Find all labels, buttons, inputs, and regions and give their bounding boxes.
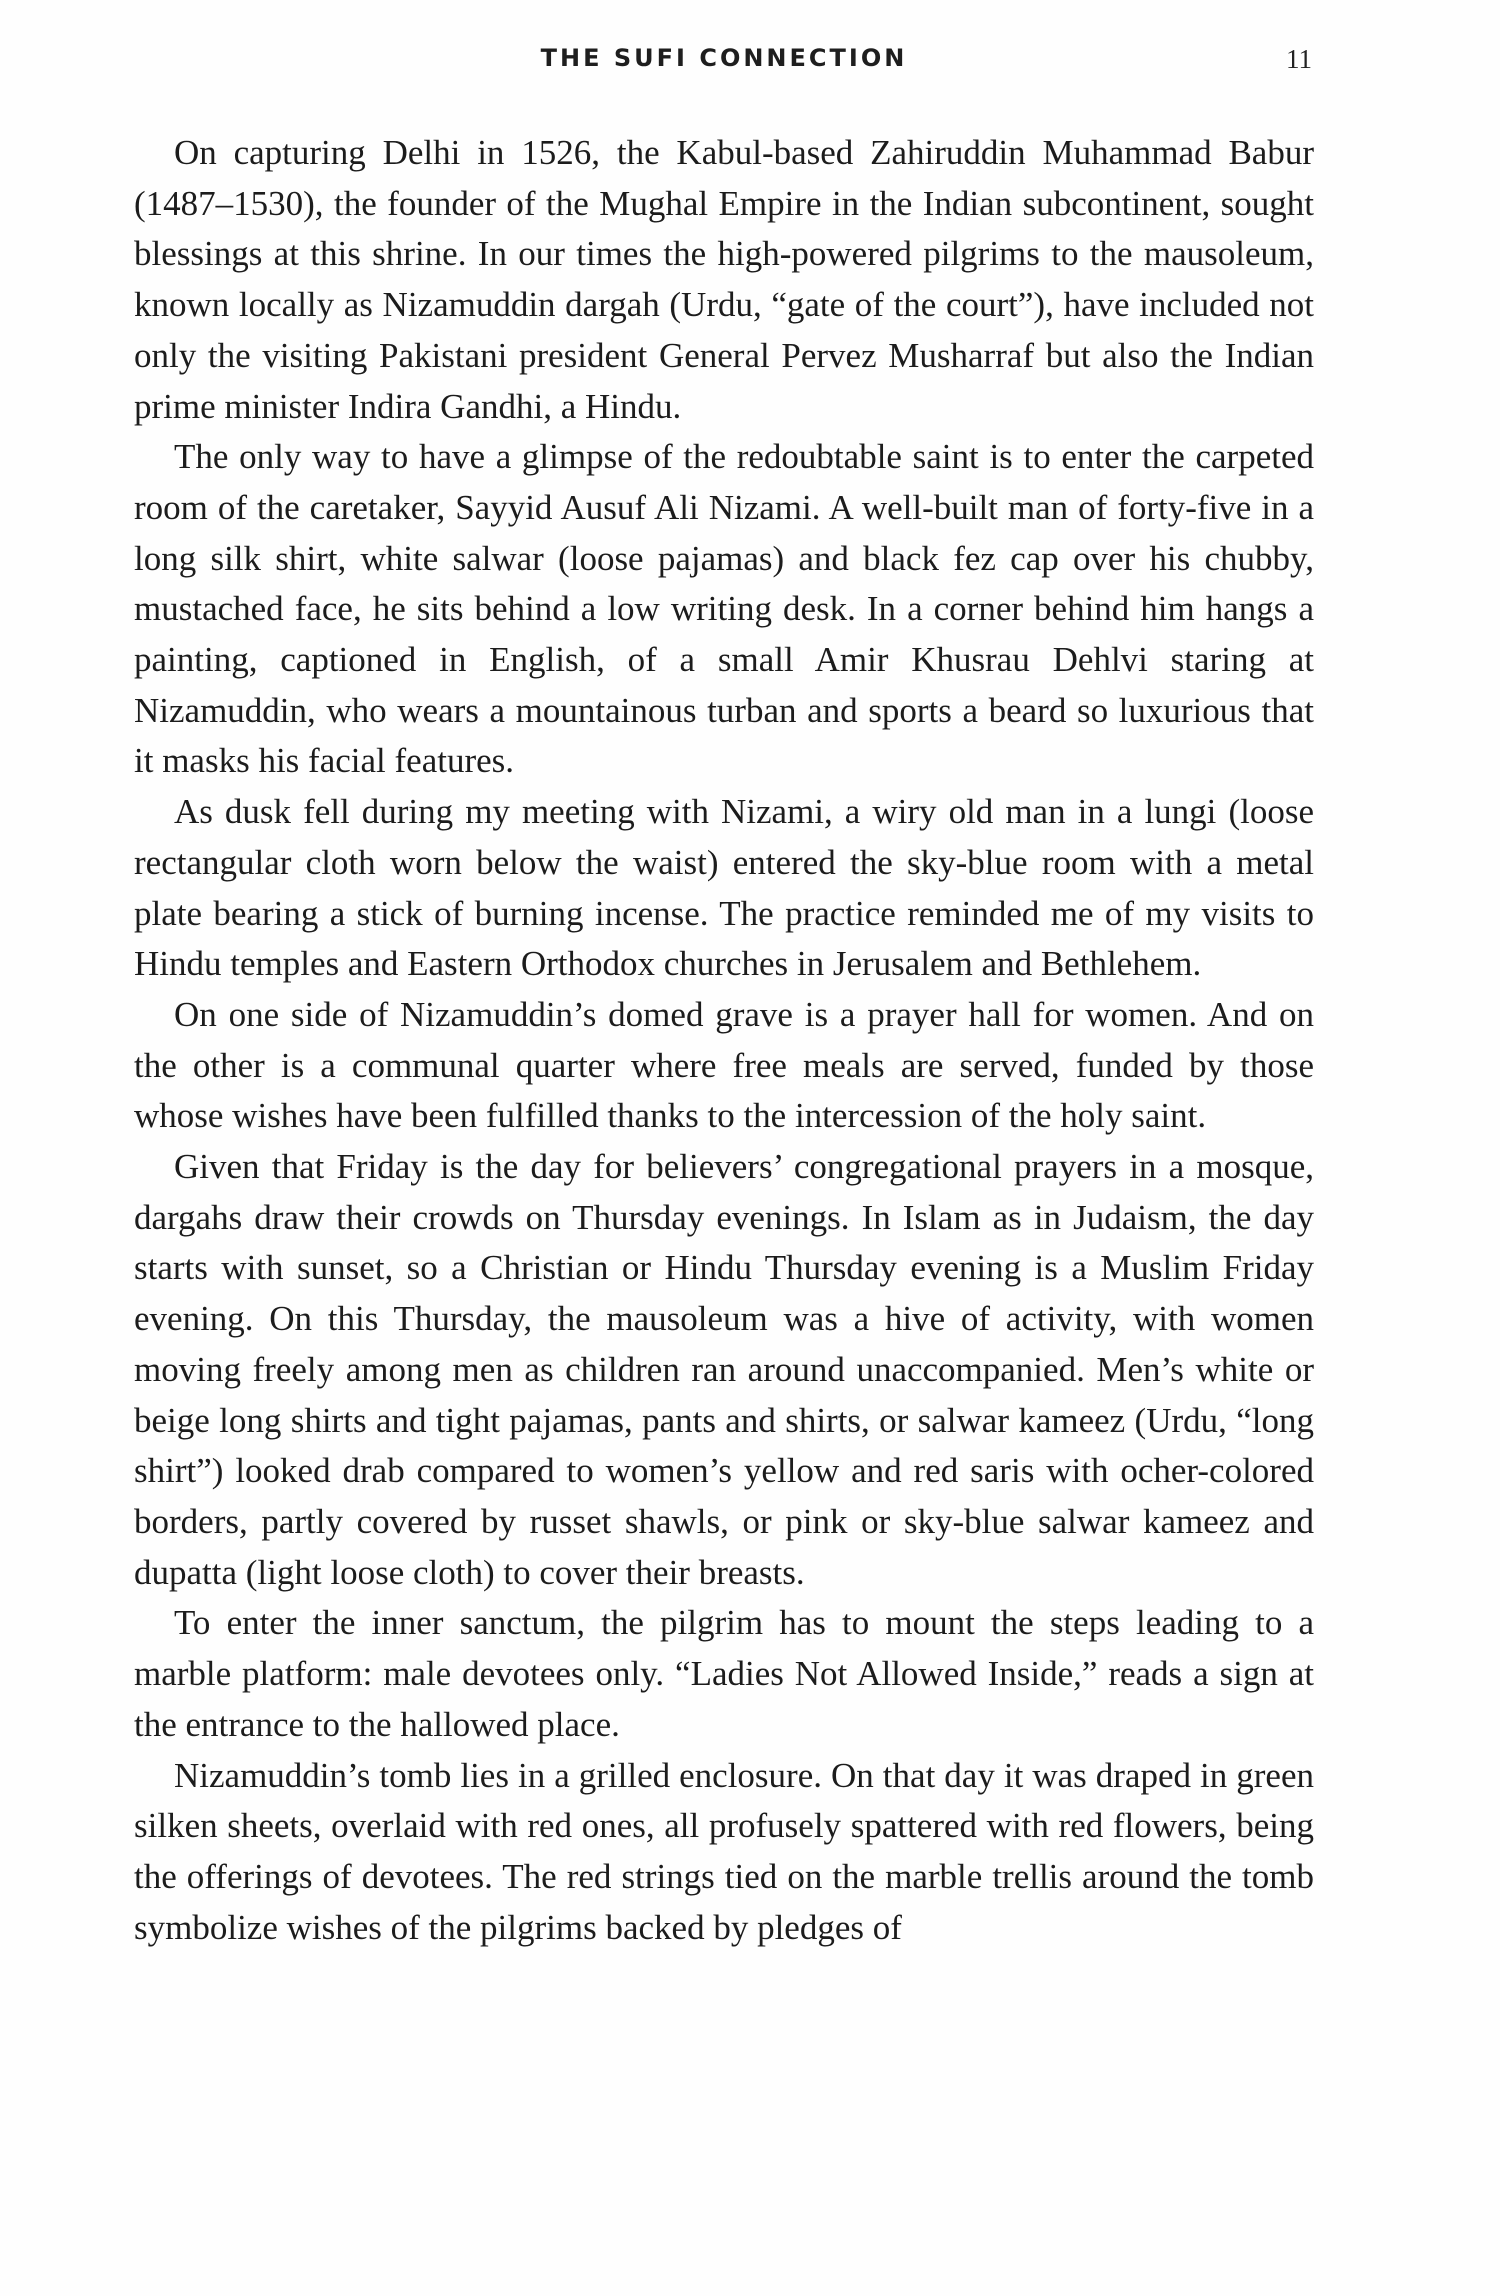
running-title: THE SUFI CONNECTION [540, 44, 908, 72]
body-text [134, 128, 1314, 1953]
paragraph: Given that Friday is the day for believers’ congregational prayers in a mosque, dargahs draw their crowds on Thursday evenings. In Islam as in Judaism, the day starts with sunset, so a Christian or Hindu Thursday evening is a Muslim Friday evening. On this Thursday, the mausoleum was a hive of activity, with women moving freely among men as children ran around unaccompanied. Men’s white or beige long shirts and tight pajamas, pants and shirts, or salwar kameez (Urdu, “long shirt”) looked drab compared to women’s yellow and red saris with ocher-colored borders, partly covered by russet shawls, or pink or sky-blue salwar kameez and dupatta (light loose cloth) to cover their breasts. [134, 1147, 1314, 1592]
paragraph: On capturing Delhi in 1526, the Kabul-based Zahiruddin Muhammad Babur (1487–1530), the founder of the Mughal Empire in the Indian subcontinent, sought blessings at this shrine. In our times the high-powered pilgrims to the mausoleum, known locally as Nizamuddin dargah (Urdu, “gate of the court”), have included not only the visiting Pakistani president General Pervez Musharraf but also the Indian prime minister Indira Gandhi, a Hindu. [134, 133, 1314, 426]
running-header [134, 40, 1314, 80]
paragraph: Nizamuddin’s tomb lies in a grilled enclosure. On that day it was draped in green silken sheets, overlaid with red ones, all profusely spattered with red flowers, being the offerings of devotees. The red strings tied on the marble trellis around the tomb symbolize wishes of the pilgrims backed by pledges of [134, 1755, 1314, 1947]
paragraph: The only way to have a glimpse of the redoubtable saint is to enter the carpeted room of the caretaker, Sayyid Ausuf Ali Nizami. A well-built man of forty-five in a long silk shirt, white salwar (loose pajamas) and black fez cap over his chubby, mustached face, he sits behind a low writing desk. In a corner behind him hangs a painting, captioned in English, of a small Amir Khusrau Dehlvi staring at Nizamuddin, who wears a mountainous turban and sports a beard so luxurious that it masks his facial features. [134, 437, 1314, 781]
page-number: 11 [1286, 44, 1312, 74]
paragraph: On one side of Nizamuddin’s domed grave is a prayer hall for women. And on the other is a communal quarter where free meals are served, funded by those whose wishes have been fulfilled thanks to the intercession of the holy saint. [134, 994, 1314, 1136]
paragraph: As dusk fell during my meeting with Nizami, a wiry old man in a lungi (loose rectangular cloth worn below the waist) entered the sky-blue room with a metal plate bearing a stick of burning incense. The practice reminded me of my visits to Hindu temples and Eastern Orthodox churches in Jerusalem and Bethlehem. [134, 792, 1314, 984]
paragraph: To enter the inner sanctum, the pilgrim has to mount the steps leading to a marble platform: male devotees only. “Ladies Not Allowed Inside,” reads a sign at the entrance to the hallowed place. [134, 1603, 1314, 1744]
